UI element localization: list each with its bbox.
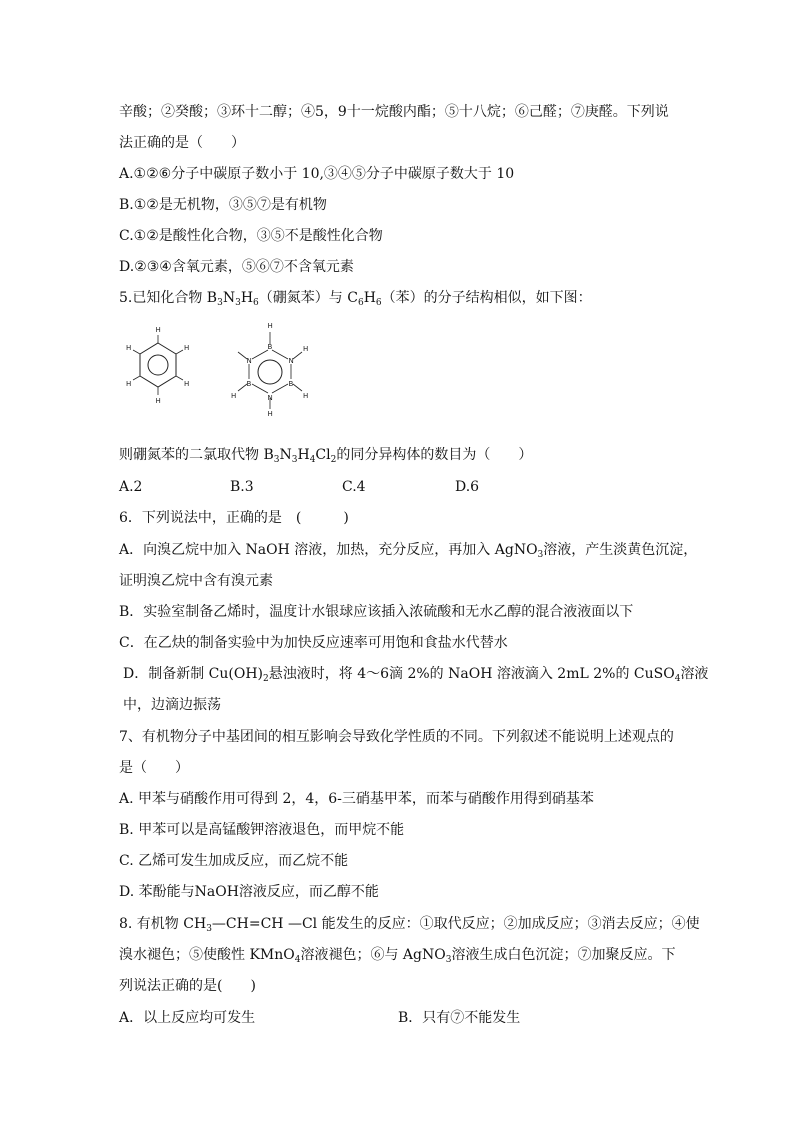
q6-option-a-line2: 证明溴乙烷中含有溴元素: [119, 573, 273, 589]
q7-option-d: D. 苯酚能与NaOH溶液反应，而乙醇不能: [119, 884, 379, 900]
q7-option-a: A. 甲苯与硝酸作用可得到 2，4，6-三硝基甲苯，而苯与硝酸作用得到硝基苯: [119, 791, 594, 807]
q5-option-b: B.3: [230, 479, 254, 495]
benzene-atom-label: H: [155, 326, 161, 334]
q6-option-d-line2: 中，边滴边振荡: [123, 697, 221, 713]
q5-question: 则硼氮苯的二氯取代物 $B_3N_3H_4Cl_2$的同分异构体的数目为（ ）: [119, 447, 533, 465]
q6-option-c: C．在乙炔的制备实验中为加快反应速率可用饱和食盐水代替水: [119, 635, 508, 651]
benzene-atom-label: H: [155, 397, 161, 405]
q5-option-d: D.6: [455, 479, 480, 495]
benzene-atom-label: H: [126, 380, 132, 388]
q5-option-a: A.2: [119, 479, 143, 495]
q6-option-d-line1: D．制备新制 $Cu(OH)_2$悬浊液时，将 4～6滴 2%的 NaOH 溶液滴入 2mL 2%的 CuSO$_4$溶液: [123, 666, 709, 684]
benzene-structure: [126, 326, 189, 405]
q7-option-c: C. 乙烯可发生加成反应，而乙烷不能: [119, 853, 349, 869]
q6-option-b: B．实验室制备乙烯时，温度计水银球应该插入浓硫酸和无水乙醇的混合液液面以下: [119, 604, 634, 620]
molecule-structure-figure: [114, 318, 334, 430]
q4-stem-line2: 法正确的是（ ）: [119, 135, 245, 151]
q8-option-a: A．以上反应均可发生: [119, 1010, 256, 1026]
q5-stem: 5.已知化合物 $B_3N_3H_6$（硼氮苯）与 $C_6H_6$（苯）的分子结构相似，如下图：: [119, 290, 592, 308]
borazine-atom-label: H: [267, 410, 273, 418]
q6-stem: 6．下列说法中，正确的是 ( ): [119, 510, 349, 526]
q4-option-c: C.①②是酸性化合物，③⑤不是酸性化合物: [119, 228, 383, 244]
q6-option-a-line1: A．向溴乙烷中加入 NaOH 溶液，加热，充分反应，再加入 AgNO$_3$溶液，产生淡黄色沉淀，: [119, 542, 698, 560]
q8-stem-line3: 列说法正确的是( ): [119, 978, 256, 994]
benzene-atom-label: H: [184, 344, 190, 352]
q7-option-b: B. 甲苯可以是高锰酸钾溶液退色，而甲烷不能: [119, 822, 405, 838]
q4-option-d: D.②③④含氧元素，⑤⑥⑦不含氧元素: [119, 259, 354, 275]
borazine-atom-label: B: [246, 380, 252, 388]
q7-stem-line1: 7、有机物分子中基团间的相互影响会导致化学性质的不同。下列叙述不能说明上述观点的: [119, 729, 674, 745]
benzene-atom-label: H: [126, 344, 132, 352]
borazine-atom-label: H: [267, 322, 273, 330]
borazine-atom-label: N: [246, 357, 252, 365]
borazine-atom-label: B: [288, 380, 294, 388]
borazine-atom-label: N: [288, 357, 294, 365]
q4-option-a: A.①②⑥分子中碳原子数小于 10,③④⑤分子中碳原子数大于 10: [119, 166, 515, 182]
q4-option-b: B.①②是无机物，③⑤⑦是有机物: [119, 197, 327, 213]
borazine-atom-label: H: [303, 392, 309, 400]
benzene-atom-label: H: [184, 380, 190, 388]
q8-option-b: B．只有⑦不能发生: [398, 1010, 521, 1026]
q7-stem-line2: 是（ ）: [119, 760, 189, 776]
q8-stem-line1: 8. 有机物 $CH_3—CH=CH$ —Cl 能发生的反应：①取代反应；②加成反应；③消去反应；④使: [119, 916, 700, 934]
borazine-atom-label: B: [267, 343, 273, 351]
q8-stem-line2: 溴水褪色；⑤使酸性 KMnO$_4$溶液褪色；⑥与 AgNO$_3$溶液生成白色沉淀；⑦加聚反应。下: [119, 947, 676, 965]
borazine-atom-label: H: [231, 392, 237, 400]
borazine-structure: [231, 322, 308, 418]
borazine-atom-label: H: [303, 345, 309, 353]
q5-option-c: C.4: [342, 479, 366, 495]
borazine-atom-label: N: [267, 394, 273, 402]
q4-stem-line1: 辛酸；②癸酸；③环十二醇；④5，9十一烷酸内酯；⑤十八烷；⑥己醛；⑦庚醛。下列说: [119, 104, 669, 120]
